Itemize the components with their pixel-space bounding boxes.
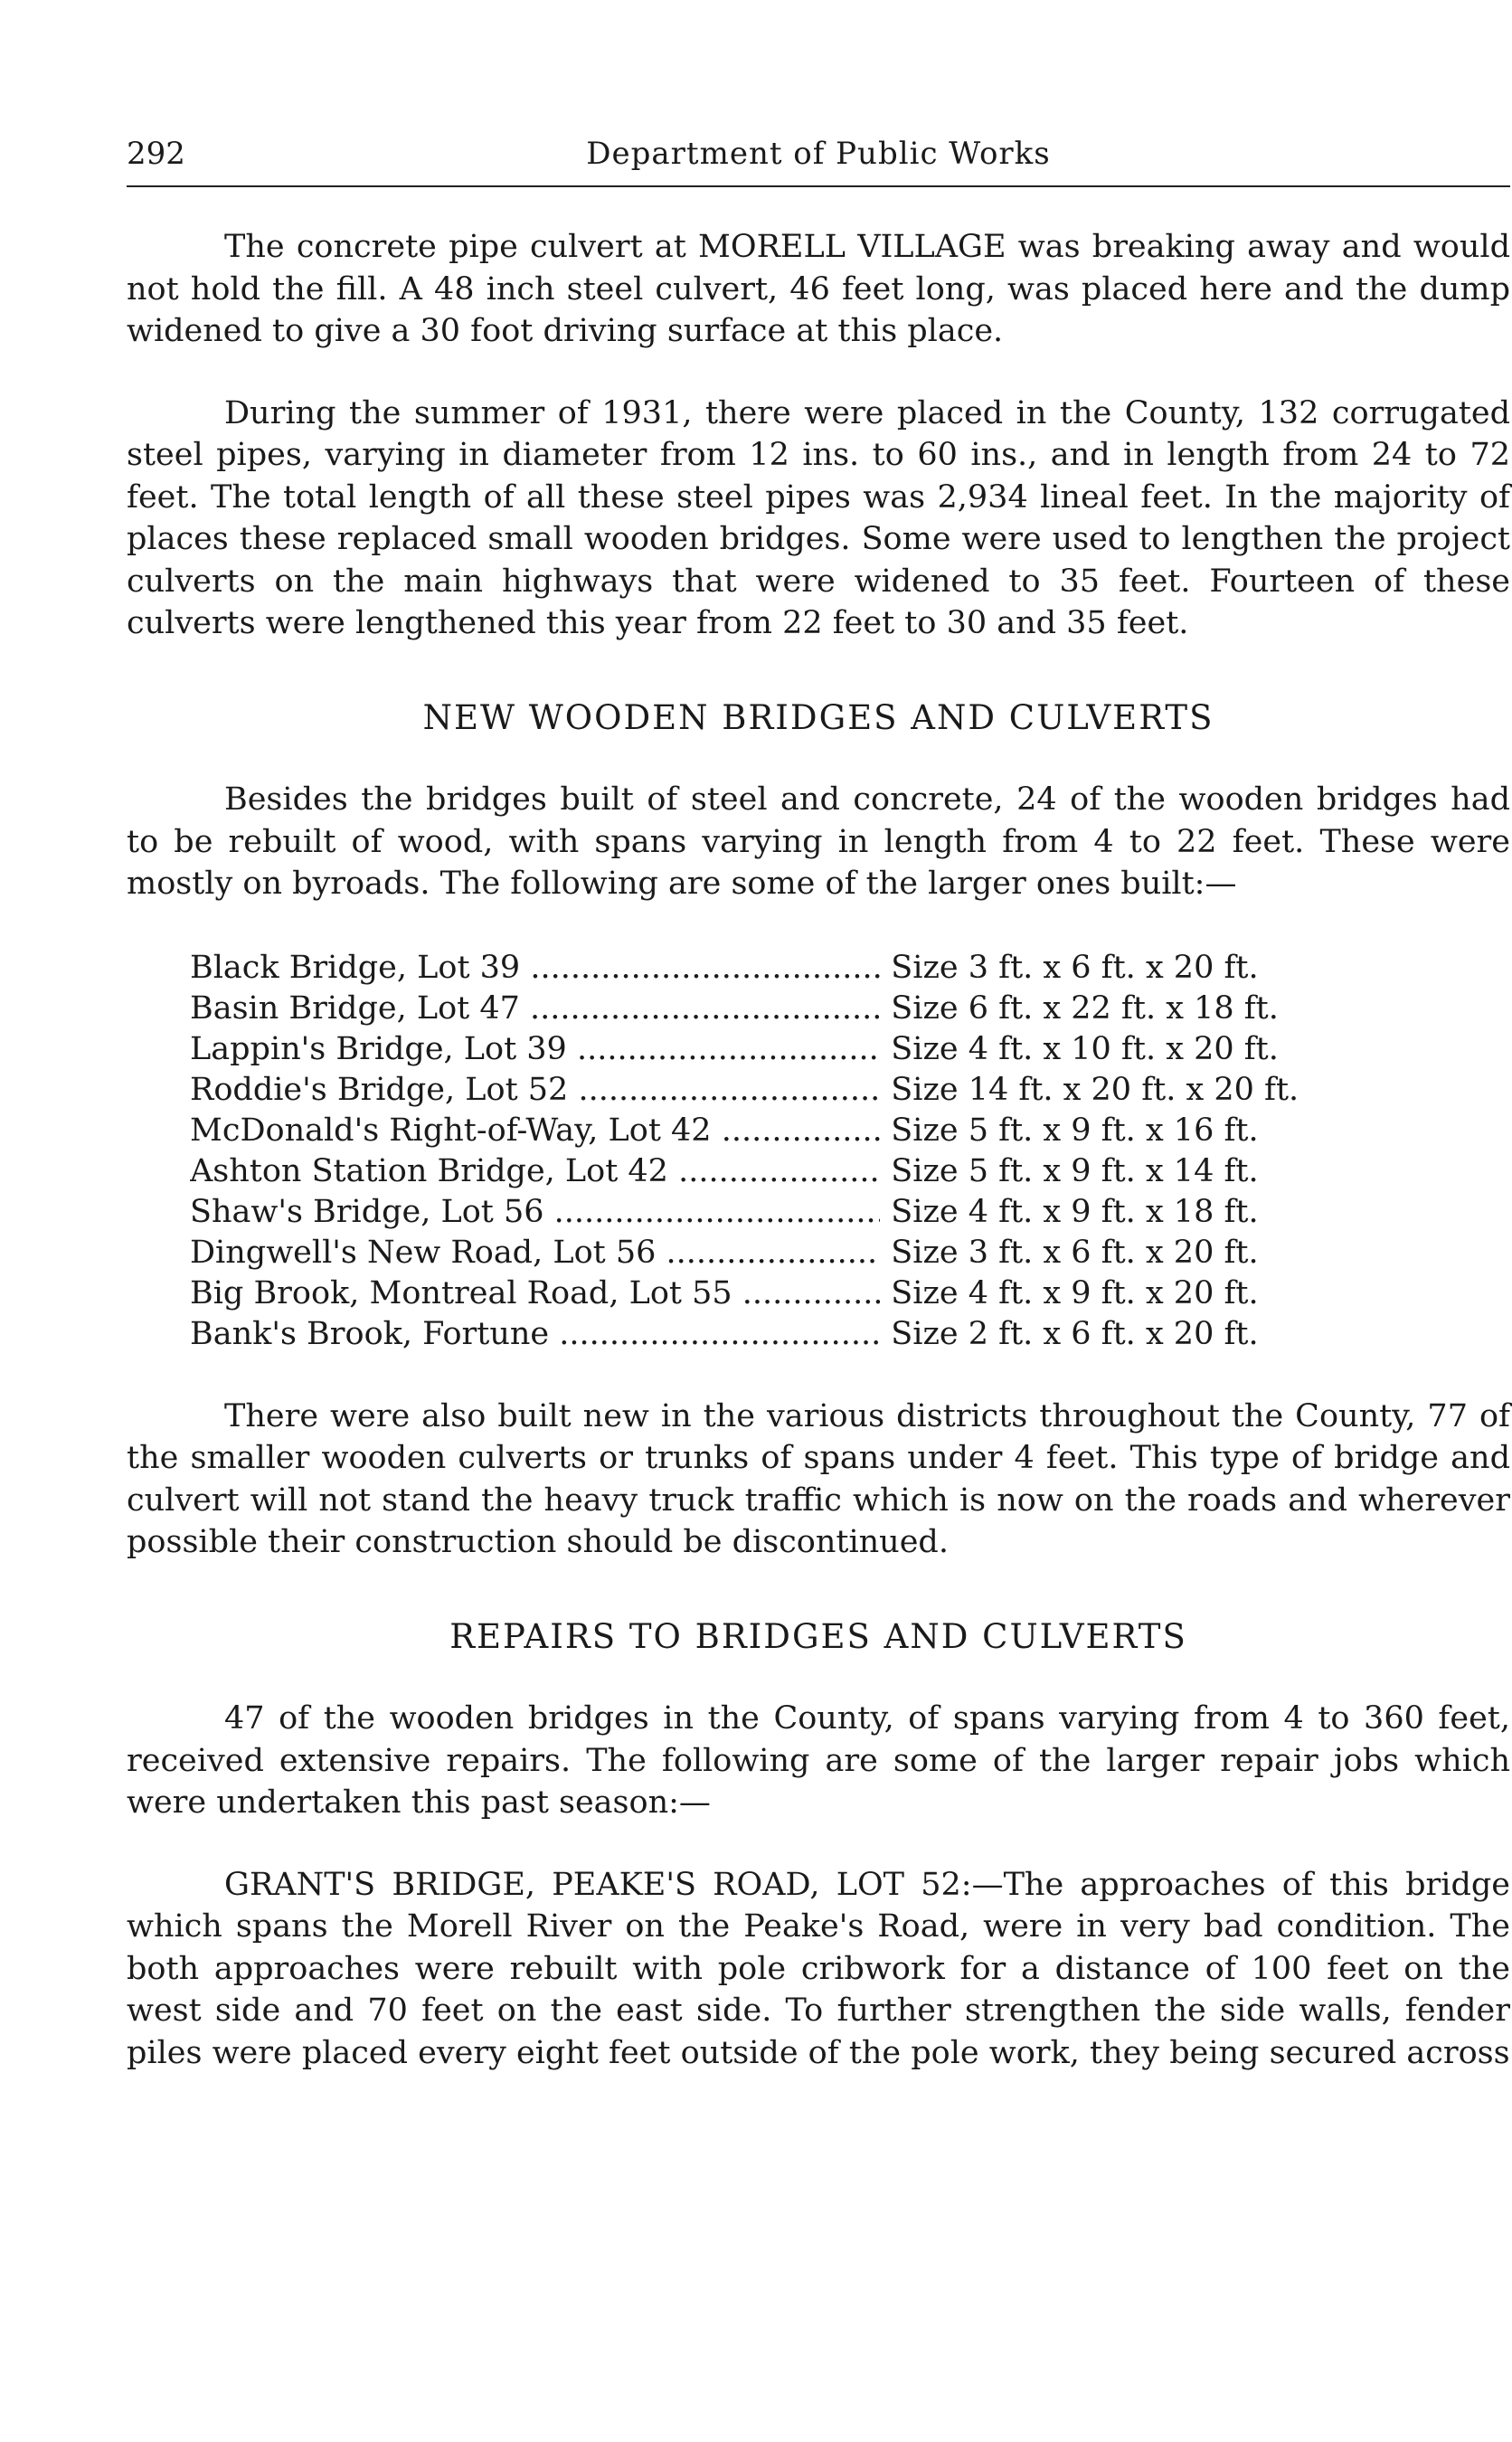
page-header xyxy=(127,136,1510,181)
bridge-name: McDonald's Right-of-Way, Lot 42 ..... xyxy=(190,1110,880,1152)
bridge-row xyxy=(190,1028,1438,1069)
bridge-row xyxy=(190,1273,1438,1313)
heading-new-wooden-bridges: NEW WOODEN BRIDGES AND CULVERTS xyxy=(422,697,1214,737)
bridge-size: Size 4 ft. x 10 ft. x 20 ft. xyxy=(891,1030,1279,1067)
bridge-row xyxy=(190,1232,1438,1273)
bridge-name: Big Brook, Montreal Road, Lot 55 ..... xyxy=(190,1273,880,1315)
bridge-name: Roddie's Bridge, Lot 52 ..... xyxy=(190,1069,880,1112)
bridge-list xyxy=(190,947,1438,1354)
paragraph-smaller-culverts: There were also built new in the various districts throughout the County, 77 of the smaller wooden culverts or trunks of spans under 4 feet. This type of bridge and culvert will not stand the heavy truck traffic which is now on the roads and wherever possible their construction should be discontinued. xyxy=(127,1397,1510,1560)
bridge-row xyxy=(190,988,1438,1028)
paragraph-morell: The concrete pipe culvert at MORELL VILLAGE was breaking away and would not hold the fill. A 48 inch steel culvert, 46 feet long, was placed here and the dump widened to give a 30 foot driving surface at this place. xyxy=(127,229,1510,349)
bridge-size: Size 6 ft. x 22 ft. x 18 ft. xyxy=(891,989,1279,1027)
header-rule xyxy=(127,185,1510,187)
bridge-row xyxy=(190,1069,1438,1110)
bridge-size: Size 4 ft. x 9 ft. x 20 ft. xyxy=(891,1274,1259,1311)
bridge-name: Lappin's Bridge, Lot 39 ..... xyxy=(190,1028,880,1071)
bridge-row xyxy=(190,1191,1438,1232)
paragraph-besides: Besides the bridges built of steel and concrete, 24 of the wooden bridges had to be rebuilt of wood, with spans varying in length from 4 to 22 feet. These were mostly on byroads. The following are some of the larger ones built:— xyxy=(127,781,1510,902)
bridge-name: Black Bridge, Lot 39 ..... xyxy=(190,947,880,989)
page-body xyxy=(127,226,1510,2074)
bridge-row xyxy=(190,1110,1438,1150)
paragraph-repairs: 47 of the wooden bridges in the County, of spans varying from 4 to 360 feet, received extensive repairs. The following are some of the larger repair jobs which were undertaken this past season:— xyxy=(127,1700,1510,1821)
bridge-row xyxy=(190,947,1438,988)
heading-repairs: REPAIRS TO BRIDGES AND CULVERTS xyxy=(449,1616,1187,1656)
bridge-name: Shaw's Bridge, Lot 56 ..... xyxy=(190,1191,880,1234)
bridge-size: Size 3 ft. x 6 ft. x 20 ft. xyxy=(891,949,1259,986)
page-number: 292 xyxy=(127,136,185,172)
bridge-size: Size 2 ft. x 6 ft. x 20 ft. xyxy=(891,1315,1259,1352)
running-head: Department of Public Works xyxy=(586,136,1051,172)
bridge-row xyxy=(190,1150,1438,1191)
paragraph-summer: During the summer of 1931, there were placed in the County, 132 corrugated steel pipes, varying in diameter from 12 ins. to 60 ins., and in length from 24 to 72 feet. The total length of all these steel pipes was 2,934 lineal feet. In the majority of places these replaced small wooden bridges. Some were used to lengthen the project culverts on the main highways that were widened to 35 feet. Fourteen of these culverts were lengthened this year from 22 feet to 30 and 35 feet. xyxy=(127,394,1510,641)
bridge-size: Size 5 ft. x 9 ft. x 14 ft. xyxy=(891,1152,1259,1189)
bridge-name: Dingwell's New Road, Lot 56 ..... xyxy=(190,1232,880,1274)
paragraph-grants-bridge: GRANT'S BRIDGE, PEAKE'S ROAD, LOT 52:—The approaches of this bridge which spans the Morell River on the Peake's Road, were in very bad condition. The both approaches were rebuilt with pole cribwork for a distance of 100 feet on the west side and 70 feet on the east side. To further strengthen the side walls, fender piles were placed every eight feet outside of the pole work, they being secured across xyxy=(127,1866,1510,2071)
bridge-size: Size 5 ft. x 9 ft. x 16 ft. xyxy=(891,1112,1259,1149)
bridge-size: Size 14 ft. x 20 ft. x 20 ft. xyxy=(891,1071,1299,1108)
bridge-name: Basin Bridge, Lot 47 ..... xyxy=(190,988,880,1030)
bridge-name: Ashton Station Bridge, Lot 42 ..... xyxy=(190,1150,880,1193)
bridge-size: Size 4 ft. x 9 ft. x 18 ft. xyxy=(891,1193,1259,1230)
bridge-size: Size 3 ft. x 6 ft. x 20 ft. xyxy=(891,1234,1259,1271)
bridge-name: Bank's Brook, Fortune ..... xyxy=(190,1313,880,1356)
bridge-row xyxy=(190,1313,1438,1354)
